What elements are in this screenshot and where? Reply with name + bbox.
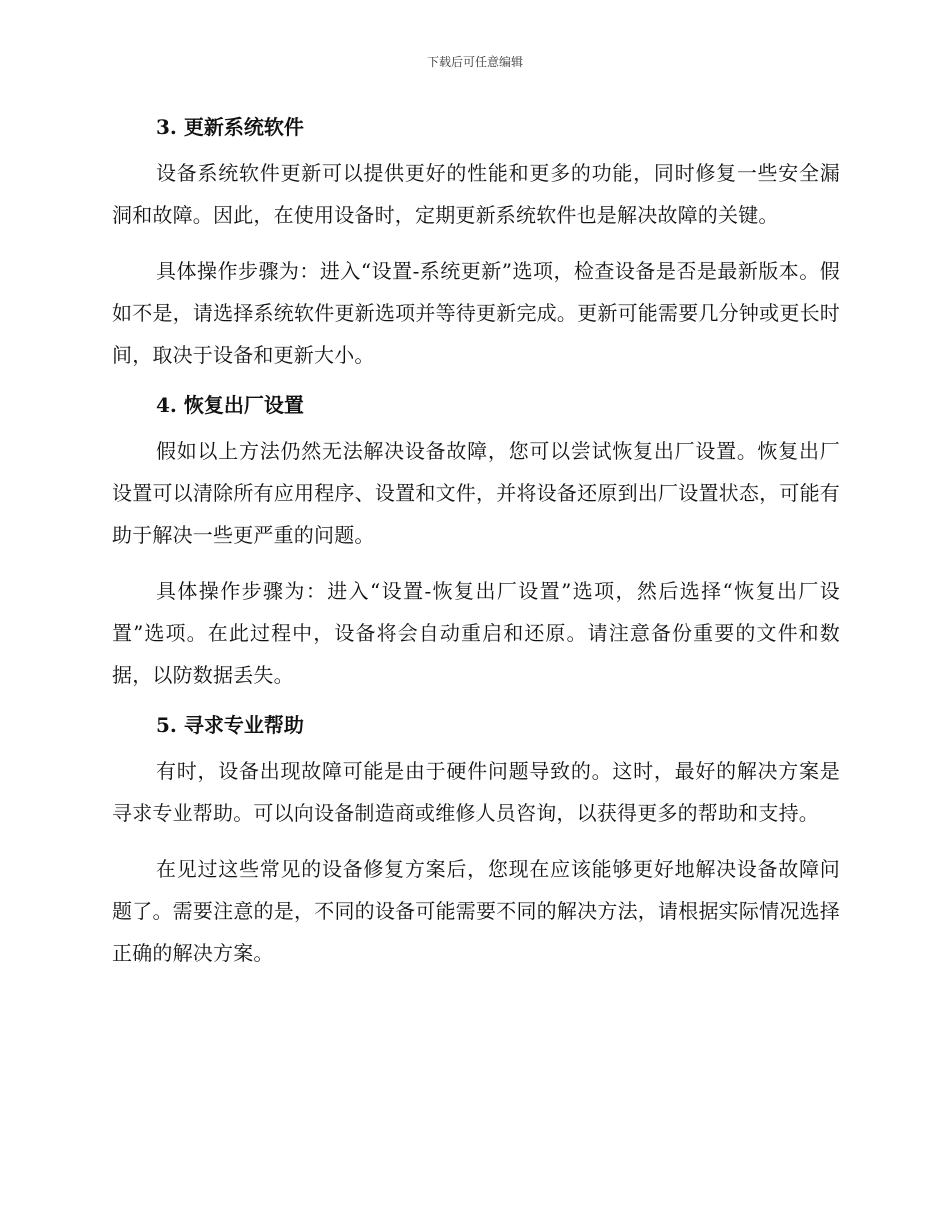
section-heading-update-system: 3. 更新系统软件 xyxy=(156,115,304,139)
paragraph-help-intro: 有时，设备出现故障可能是由于硬件问题导致的。这时，最好的解决方案是寻求专业帮助。可以向设备制造商或维修人员咨询，以获得更多的帮助和支持。 xyxy=(112,759,840,825)
section-heading-factory-reset: 4. 恢复出厂设置 xyxy=(156,393,304,417)
page-header-note: 下载后可任意编辑 xyxy=(426,55,523,69)
document-body xyxy=(112,110,840,974)
paragraph-reset-intro: 假如以上方法仍然无法解决设备故障，您可以尝试恢复出厂设置。恢复出厂设置可以清除所有应用程序、设置和文件，并将设备还原到出厂设置状态，可能有助于解决一些更严重的问题。 xyxy=(112,439,840,547)
paragraph-conclusion: 在见过这些常见的设备修复方案后，您现在应该能够更好地解决设备故障问题了。需要注意的是，不同的设备可能需要不同的解决方法，请根据实际情况选择正确的解决方案。 xyxy=(112,857,840,965)
paragraph-update-intro: 设备系统软件更新可以提供更好的性能和更多的功能，同时修复一些安全漏洞和故障。因此，在使用设备时，定期更新系统软件也是解决故障的关键。 xyxy=(112,161,840,227)
section-heading-professional-help: 5. 寻求专业帮助 xyxy=(156,713,304,737)
paragraph-update-steps: 具体操作步骤为：进入“设置-系统更新”选项，检查设备是否是最新版本。假如不是，请选择系统软件更新选项并等待更新完成。更新可能需要几分钟或更长时间，取决于设备和更新大小。 xyxy=(112,259,840,367)
paragraph-reset-steps: 具体操作步骤为：进入“设置-恢复出厂设置”选项，然后选择“恢复出厂设置”选项。在此过程中，设备将会自动重启和还原。请注意备份重要的文件和数据，以防数据丢失。 xyxy=(112,579,840,687)
